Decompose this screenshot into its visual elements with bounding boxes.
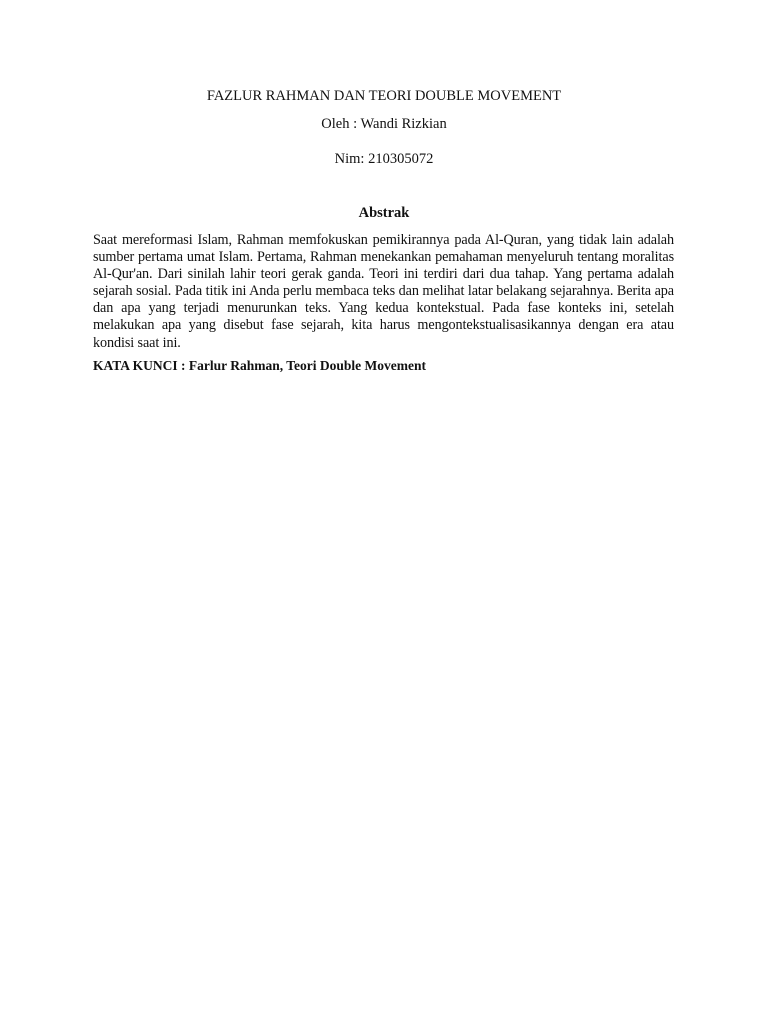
author-line: Oleh : Wandi Rizkian <box>321 116 447 132</box>
abstract-body: Saat mereformasi Islam, Rahman memfokuskan pemikirannya pada Al-Quran, yang tidak lain adalah sumber pertama umat Islam. Pertama, Rahman menekankan pemahaman menyeluruh tentang moralitas Al-Qur'an. Dari sinilah lahir teori gerak ganda. Teori ini terdiri dari dua tahap. Yang pertama adalah sejarah sosial. Pada titik ini Anda perlu membaca teks dan melihat latar belakang sejarahnya. Berita apa dan apa yang terjadi menurunkan teks. Yang kedua kontekstual. Pada fase konteks ini, setelah melakukan apa yang disebut fase sejarah, kita harus mengontekstualisasikannya dengan era atau kondisi saat ini. <box>93 232 674 351</box>
paper-title: FAZLUR RAHMAN DAN TEORI DOUBLE MOVEMENT <box>206 88 562 104</box>
keywords-line: KATA KUNCI : Farlur Rahman, Teori Double Movement <box>93 358 426 373</box>
student-id-line: Nim: 210305072 <box>334 151 434 167</box>
abstract-heading: Abstrak <box>358 205 410 221</box>
